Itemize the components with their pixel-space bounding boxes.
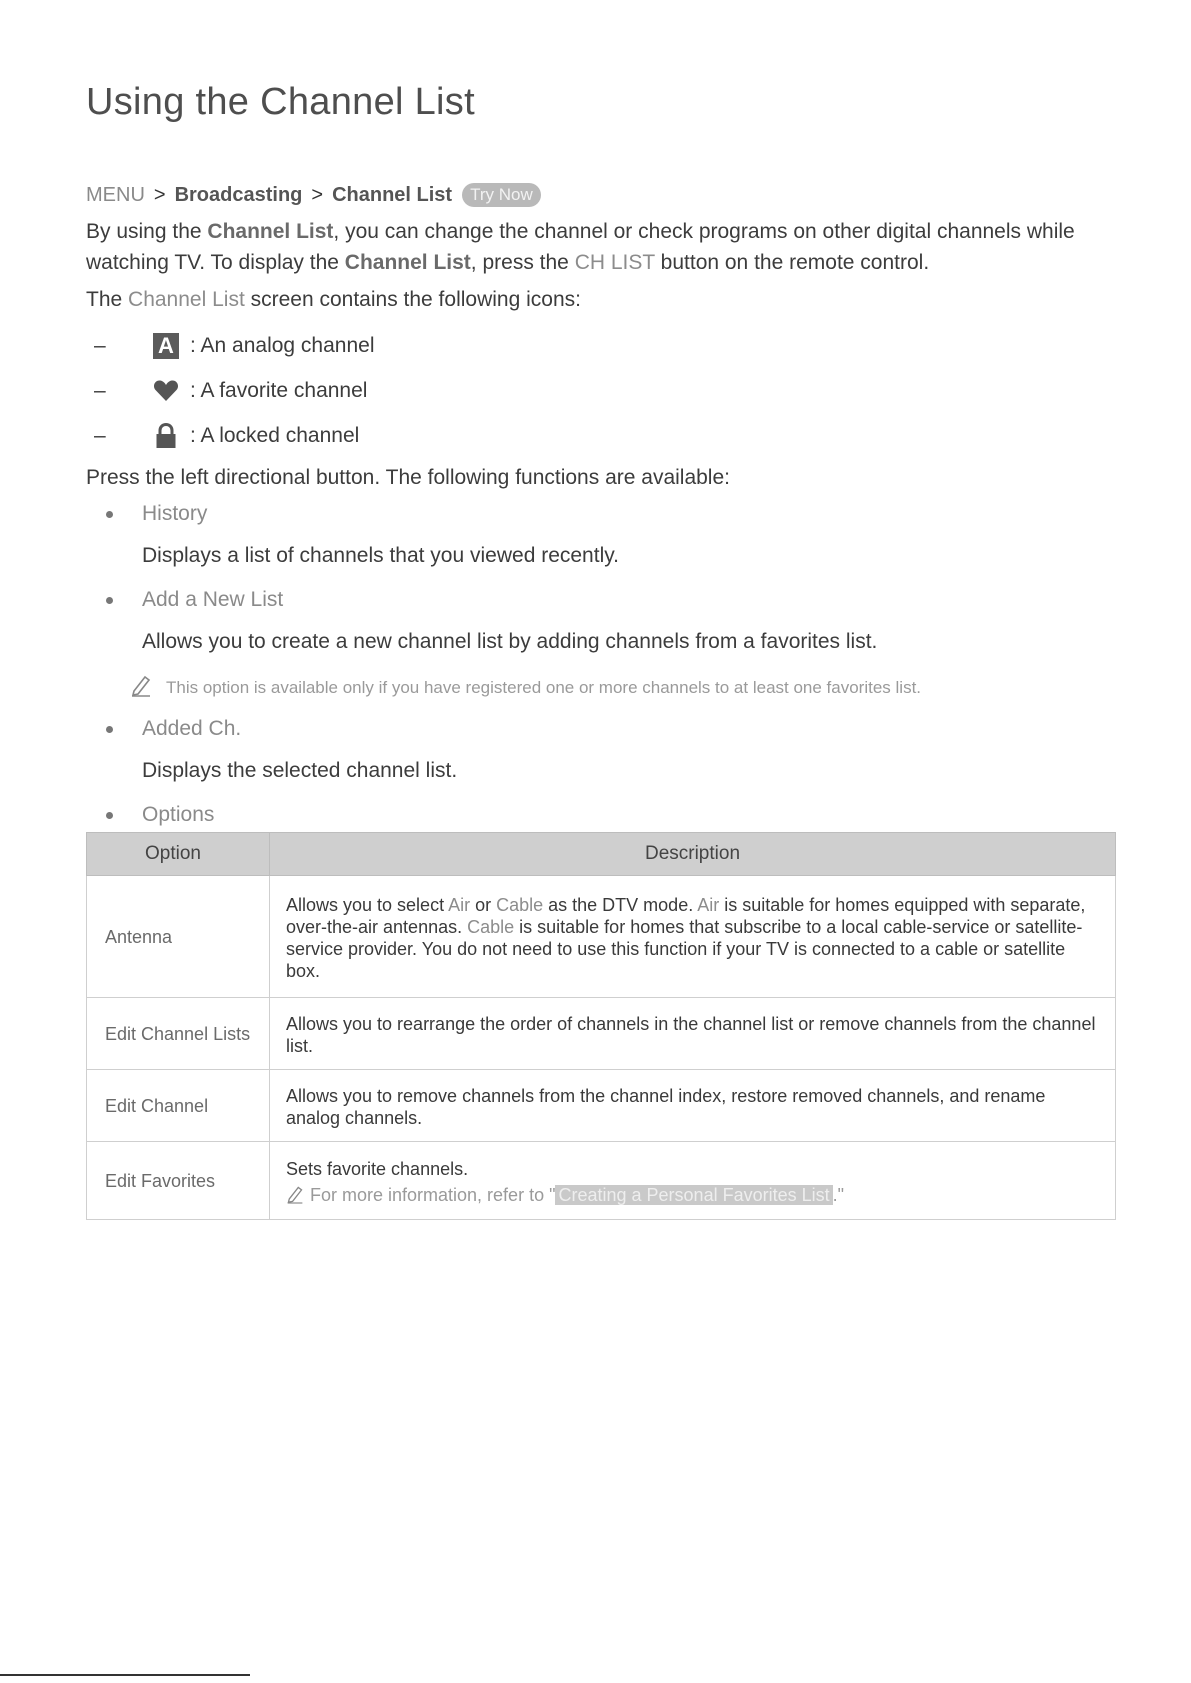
legend-item-locked [86,413,1116,458]
channel-list-term: Channel List [207,220,334,243]
dash: – [94,333,106,357]
analog-icon: A [153,333,179,359]
legend-text: : A locked channel [190,423,360,447]
footer-rule [0,1674,250,1676]
press-text: Press the left directional button. The following functions are available: [86,466,730,489]
note [130,673,1116,702]
favorites-list-link[interactable]: Creating a Personal Favorites List [555,1185,832,1205]
function-item-history [86,497,1116,573]
dash: – [94,378,106,402]
breadcrumb-separator: > [311,184,324,206]
ch-list-button-term: CH LIST [574,251,655,274]
dash: – [94,423,106,447]
try-now-button[interactable]: Try Now [462,183,541,207]
desc-text: is suitable for homes that subscribe to a local cable-service or satellite-service provider. You do not need to use this function if your TV is connected to a cable or satellite box. [286,916,1083,981]
icon-legend [86,323,1116,458]
function-name: Added Ch. [142,717,242,740]
options-table [86,832,1116,1220]
cable-term: Cable [496,894,544,915]
function-description: Displays a list of channels that you viewed recently. [142,544,620,567]
bullet [106,511,113,518]
breadcrumb-channel-list[interactable]: Channel List [332,184,453,206]
function-list [86,497,1116,832]
air-term: Air [448,894,471,915]
bullet [106,726,113,733]
function-name: History [142,502,208,525]
cable-term: Cable [467,916,515,937]
lock-icon [155,423,177,449]
legend-item-analog [86,323,1116,368]
manual-page [86,78,1116,1205]
option-description: Allows you to rearrange the order of channels in the channel list or remove channels from the channel list. [270,998,1116,1070]
option-name: Antenna [87,876,270,998]
desc-text: is suitable for homes equipped with separate, over-the-air antennas. [286,894,1086,937]
intro-text: button on the remote control. [654,251,930,274]
bullet [106,597,113,604]
air-term: Air [697,894,720,915]
page-title: Using the Channel List [86,81,475,123]
table-header-row [87,833,1116,876]
table-row [87,998,1116,1070]
option-name: Edit Channel [87,1070,270,1142]
option-description [270,1142,1116,1220]
option-name: Edit Favorites [87,1142,270,1220]
desc-text: or [470,894,497,915]
function-name: Options [142,803,215,826]
bullet [106,812,113,819]
function-name: Add a New List [142,588,284,611]
legend-item-favorite [86,368,1116,413]
table-row [87,1142,1116,1220]
breadcrumb-separator: > [153,184,166,206]
intro-paragraph [86,216,1116,278]
desc-text: as the DTV mode. [543,894,698,915]
table-row [87,1070,1116,1142]
icons-intro [86,284,1116,315]
function-description: Displays the selected channel list. [142,759,458,782]
channel-list-term: Channel List [128,288,245,311]
breadcrumb-broadcasting[interactable]: Broadcasting [174,184,303,206]
option-description: Allows you to remove channels from the channel index, restore removed channels, and rename analog channels. [270,1070,1116,1142]
note-text: ." [832,1184,844,1205]
desc-text: Allows you to select [286,894,449,915]
column-header-description: Description [270,833,1116,876]
channel-list-term: Channel List [344,251,471,274]
note-text: This option is available only if you have registered one or more channels to at least one favorites list. [166,677,922,697]
legend-text: : An analog channel [190,333,375,357]
breadcrumb-menu[interactable]: MENU [86,184,145,206]
pencil-note-icon [130,673,152,697]
function-item-added-ch [86,712,1116,788]
legend-text: : A favorite channel [190,378,368,402]
option-description [270,876,1116,998]
intro-text: The [86,288,129,311]
intro-text: screen contains the following icons: [244,288,581,311]
desc-text: Sets favorite channels. [286,1158,469,1179]
table-row [87,876,1116,998]
function-item-add-new-list [86,583,1116,702]
intro-text: , you can change the channel or check programs on other digital channels while watching TV. To display the [86,220,1075,274]
option-name: Edit Channel Lists [87,998,270,1070]
intro-text: , press the [470,251,575,274]
pencil-note-icon [286,1184,304,1204]
function-item-options [86,798,1116,832]
function-description: Allows you to create a new channel list by adding channels from a favorites list. [142,630,878,653]
breadcrumb [86,182,1116,208]
heart-icon [153,379,179,403]
column-header-option: Option [87,833,270,876]
note [286,1184,1099,1206]
intro-text: By using the [86,220,208,243]
note-text: For more information, refer to " [310,1184,556,1205]
